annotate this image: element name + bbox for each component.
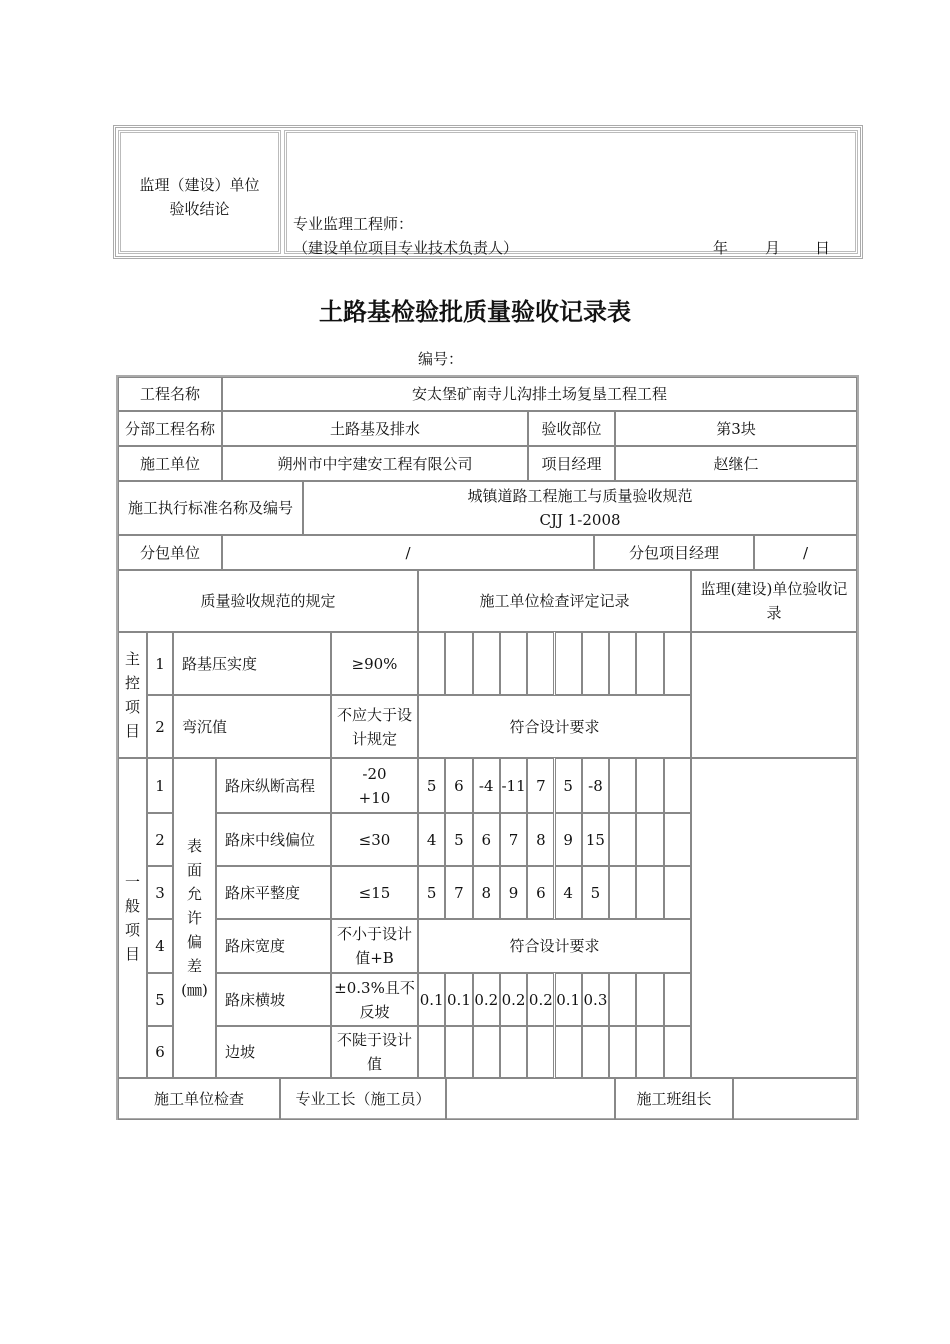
value-cell [555, 1026, 582, 1078]
value-cell: 5 [418, 758, 445, 813]
value-cell [636, 1026, 663, 1078]
value-cell: 8 [527, 813, 554, 866]
value-cell [609, 758, 636, 813]
acceptance-part-label: 验收部位 [528, 411, 615, 446]
contractor-value: 朔州市中宇建安工程有限公司 [222, 446, 528, 481]
value-cell [445, 632, 472, 695]
req-line1: ≤15 [358, 883, 391, 902]
surface-deviation-group [173, 758, 216, 1078]
value-cell: 0.3 [582, 973, 609, 1026]
supervisor-content-cell [284, 130, 858, 257]
project-name-label: 工程名称 [118, 377, 222, 411]
req-line2: 值+B [355, 949, 394, 967]
general-row-no: 4 [147, 919, 173, 973]
general-row-name: 路床宽度 [216, 919, 331, 973]
value-cell: 0.2 [500, 973, 527, 1026]
value-cell [582, 632, 609, 695]
mc-supervisor-cell [691, 632, 857, 758]
value-cell [445, 1026, 472, 1078]
value-cell [418, 632, 445, 695]
team-value [733, 1078, 857, 1120]
value-cell: 0.1 [445, 973, 472, 1026]
mc2-name: 弯沉值 [173, 695, 331, 758]
value-cell [500, 1026, 527, 1078]
mc2-merged: 符合设计要求 [418, 695, 691, 758]
value-cell [664, 632, 691, 695]
pm-label: 项目经理 [528, 446, 615, 481]
sub-char: 表 [186, 837, 202, 855]
general-row-name: 路床平整度 [216, 866, 331, 919]
standard-line2: CJJ 1-2008 [539, 511, 621, 529]
req-line1: ≤30 [358, 830, 391, 849]
supervisor-record-header [691, 570, 857, 632]
value-cell: 5 [445, 813, 472, 866]
main-control-group [118, 632, 147, 758]
main-table [116, 375, 859, 1120]
general-row-req [331, 973, 418, 1026]
value-cell: 5 [555, 758, 582, 813]
mc2-no: 2 [147, 695, 173, 758]
general-row-merged: 符合设计要求 [418, 919, 691, 973]
supervisor-label-line1: 监理（建设）单位 [139, 176, 260, 194]
sub-char: 差 [186, 957, 202, 975]
general-row-no: 2 [147, 813, 173, 866]
value-cell: 7 [500, 813, 527, 866]
value-cell [582, 1026, 609, 1078]
spec-header: 质量验收规范的规定 [118, 570, 418, 632]
year-label: 年 [713, 239, 729, 257]
value-cell [609, 632, 636, 695]
value-cell [609, 866, 636, 919]
subproject-label: 分部工程名称 [118, 411, 222, 446]
day-label: 日 [815, 239, 831, 257]
pm-value: 赵继仁 [615, 446, 857, 481]
value-cell: 6 [527, 866, 554, 919]
req-line2: 反坡 [359, 1002, 390, 1021]
value-cell [664, 1026, 691, 1078]
value-cell [500, 632, 527, 695]
subproject-value: 土路基及排水 [222, 411, 528, 446]
standard-value [303, 481, 857, 535]
value-cell: 8 [473, 866, 500, 919]
value-cell [527, 632, 554, 695]
value-cell: 0.1 [555, 973, 582, 1026]
mc2-req-line2: 计规定 [351, 729, 397, 748]
supervisor-label-cell [118, 130, 281, 254]
value-cell [664, 813, 691, 866]
mc2-req-line1: 不应大于设 [336, 705, 412, 724]
group-char: 般 [124, 897, 140, 915]
check-label: 施工单位检查 [118, 1078, 280, 1120]
value-cell: 0.1 [418, 973, 445, 1026]
sub-unit: (㎜) [181, 981, 208, 999]
general-row-req [331, 919, 418, 973]
group-char: 控 [124, 674, 140, 692]
mc1-name: 路基压实度 [173, 632, 331, 695]
value-cell: -11 [500, 758, 527, 813]
value-cell [418, 1026, 445, 1078]
mc2-req [331, 695, 418, 758]
value-cell [636, 866, 663, 919]
value-cell [664, 758, 691, 813]
general-row-no: 1 [147, 758, 173, 813]
engineer-label: 专业监理工程师： [293, 215, 414, 233]
general-row-req [331, 758, 418, 813]
sub-pm-label: 分包项目经理 [594, 535, 754, 570]
sub-value: / [222, 535, 594, 570]
acceptance-part-value: 第3块 [615, 411, 857, 446]
value-cell: 9 [555, 813, 582, 866]
value-cell [609, 1026, 636, 1078]
value-cell [473, 1026, 500, 1078]
value-cell [473, 632, 500, 695]
value-cell: 7 [527, 758, 554, 813]
value-cell [664, 866, 691, 919]
value-cell: 0.2 [473, 973, 500, 1026]
value-cell: 5 [418, 866, 445, 919]
standard-line1: 城镇道路工程施工与质量验收规范 [467, 487, 693, 505]
group-char: 主 [124, 650, 140, 668]
sub-label: 分包单位 [118, 535, 222, 570]
value-cell [609, 973, 636, 1026]
value-cell [609, 813, 636, 866]
general-row-no: 6 [147, 1026, 173, 1078]
req-line1: -20 [362, 764, 387, 783]
general-row-req [331, 1026, 418, 1078]
value-cell: 6 [445, 758, 472, 813]
group-char: 项 [124, 921, 140, 939]
group-char: 目 [124, 945, 140, 963]
value-cell [527, 1026, 554, 1078]
sub-char: 许 [186, 909, 202, 927]
group-char: 一 [124, 873, 140, 891]
value-cell: 5 [582, 866, 609, 919]
value-cell [636, 813, 663, 866]
general-row-no: 5 [147, 973, 173, 1026]
value-cell: 15 [582, 813, 609, 866]
mc1-no: 1 [147, 632, 173, 695]
value-cell: 0.2 [527, 973, 554, 1026]
project-name-value: 安太堡矿南寺儿沟排土场复垦工程工程 [222, 377, 857, 411]
value-cell: 4 [418, 813, 445, 866]
number-label: 编号： [418, 350, 464, 368]
supervisor-conclusion-box [113, 125, 863, 259]
value-cell: 9 [500, 866, 527, 919]
foreman-label: 专业工长（施工员） [280, 1078, 446, 1120]
general-row-no: 3 [147, 866, 173, 919]
value-cell [555, 632, 582, 695]
req-line1: 不小于设计 [336, 925, 412, 943]
owner-rep-label: （建设单位项目专业技术负责人） [293, 239, 519, 257]
sub-pm-value: / [754, 535, 857, 570]
value-cell [636, 758, 663, 813]
req-line2: +10 [358, 788, 391, 807]
value-cell: 7 [445, 866, 472, 919]
standard-label: 施工执行标准名称及编号 [118, 481, 303, 535]
value-cell [664, 973, 691, 1026]
mc1-vals [418, 632, 691, 695]
contractor-record-header: 施工单位检查评定记录 [418, 570, 691, 632]
month-label: 月 [765, 239, 781, 257]
sub-char: 偏 [186, 933, 202, 951]
value-cell: 4 [555, 866, 582, 919]
value-cell: -4 [473, 758, 500, 813]
general-row-req [331, 813, 418, 866]
general-row-name: 路床纵断高程 [216, 758, 331, 813]
value-cell [636, 973, 663, 1026]
general-group [118, 758, 147, 1078]
general-supervisor-cell [691, 758, 857, 1078]
supervisor-record-line2: 录 [766, 604, 782, 622]
value-cell: -8 [582, 758, 609, 813]
supervisor-record-line1: 监理(建设)单位验收记 [700, 580, 848, 598]
req-line2: 值 [366, 1055, 382, 1073]
supervisor-label-line2: 验收结论 [169, 200, 230, 218]
req-line1: 不陡于设计 [336, 1031, 412, 1049]
general-row-name: 边坡 [216, 1026, 331, 1078]
general-row-req [331, 866, 418, 919]
sub-char: 允 [186, 885, 202, 903]
mc1-req: ≥90% [331, 632, 418, 695]
group-char: 项 [124, 698, 140, 716]
sub-char: 面 [186, 861, 202, 879]
foreman-value [446, 1078, 615, 1120]
general-row-name: 路床横坡 [216, 973, 331, 1026]
req-line1: ±0.3%且不 [334, 978, 415, 997]
value-cell: 6 [473, 813, 500, 866]
page-title: 土路基检验批质量验收记录表 [319, 298, 631, 326]
contractor-label: 施工单位 [118, 446, 222, 481]
team-label: 施工班组长 [615, 1078, 733, 1120]
general-row-name: 路床中线偏位 [216, 813, 331, 866]
value-cell [636, 632, 663, 695]
group-char: 目 [124, 722, 140, 740]
